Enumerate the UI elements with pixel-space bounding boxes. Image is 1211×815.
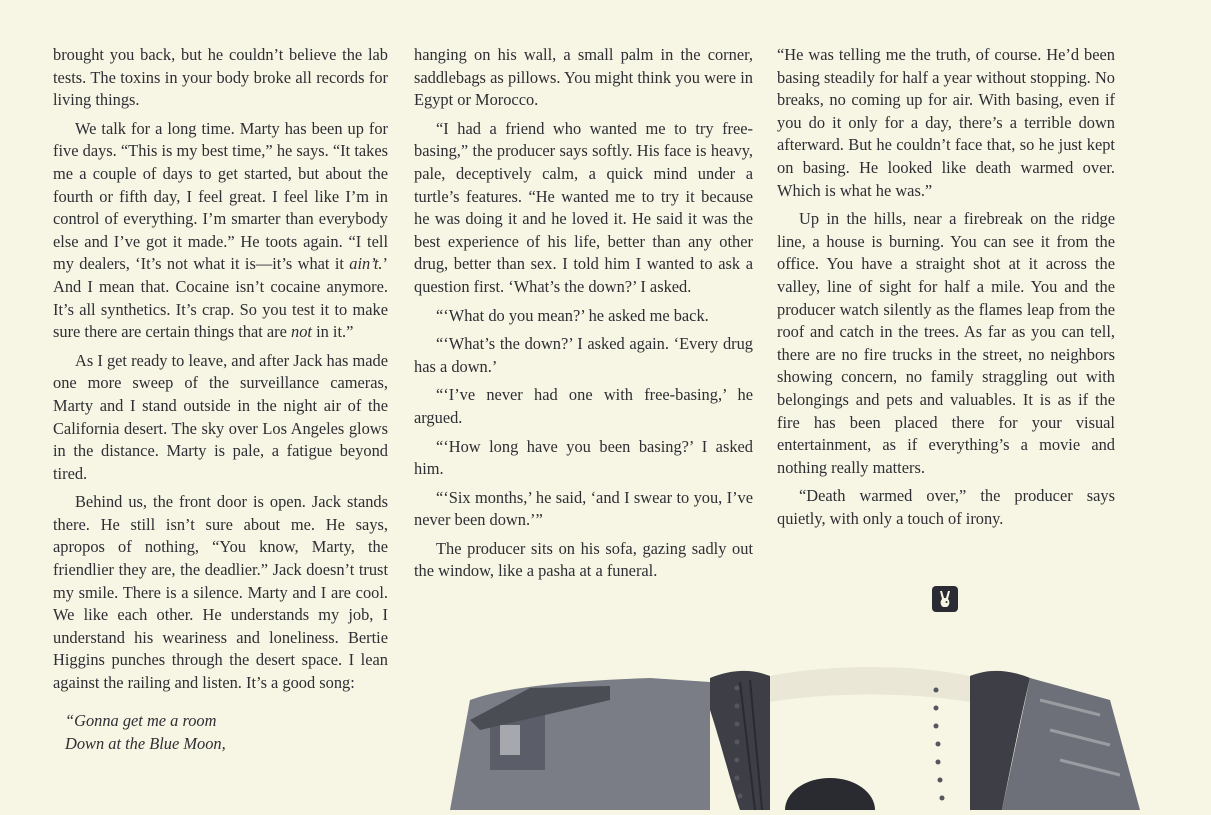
emphasis: not (291, 322, 312, 342)
article-column-1 (53, 44, 388, 755)
song-lyrics (65, 709, 388, 755)
article-illustration (410, 660, 1211, 810)
paragraph: “‘What’s the down?’ I asked again. ‘Every drug has a down.’ (414, 334, 753, 376)
text-run: We talk for a long time. Marty has been up for five days. “This is my best time,” he says. “It takes me a couple of days to get started, but about the fourth or fifth day, I feel great. I feel like I’m in control of everything. I’m smarter than everybody else and I’ve got it made.” He toots again. “I tell my dealers, ‘It’s not what it is—it’s what it (53, 118, 388, 274)
paragraph: “Death warmed over,” the producer says quietly, with only a touch of irony. (777, 486, 1115, 528)
paragraph: “He was telling me the truth, of course. He’d been basing steadily for half a year without stopping. No breaks, no coming up for air. With basing, even if you do it only for a day, there’s a terrible down afterward. But he couldn’t face that, so he just kept on basing. He looked like death warmed over. Which is what he was.” (777, 45, 1115, 200)
article-column-3 (777, 44, 1115, 536)
text-run: in it.” (311, 322, 354, 342)
text-run: ’ And I mean that. Cocaine isn’t cocaine anymore. It’s all synthetics. It’s crap. So you test it to make sure there are certain things that are (53, 254, 388, 342)
rabbit-head-icon (932, 586, 958, 612)
paragraph: “‘I’ve never had one with free-basing,’ he argued. (414, 385, 753, 427)
emphasis: ain’t. (349, 254, 383, 274)
paragraph: As I get ready to leave, and after Jack has made one more sweep of the surveillance cameras, Marty and I stand outside in the night air of the California desert. The sky over Los Angeles glows in the distance. Marty is pale, a fatigue beyond tired. (53, 350, 388, 483)
paragraph: Up in the hills, near a firebreak on the ridge line, a house is burning. You can see it from the office. You have a straight shot at it across the valley, line of sight for half a mile. You and the producer watch silently as the flames leap from the roof and catch in the trees. As far as you can tell, there are no fire trucks in the street, no neighbors showing concern, no family straggling out with belongings and pets and valuables. It is as if the fire has been placed there for your visual entertainment, as if everything’s a movie and nothing really matters. (777, 209, 1115, 477)
lyric-line: Down at the Blue Moon, (65, 733, 226, 753)
paragraph: “‘How long have you been basing?’ I asked him. (414, 436, 753, 479)
paragraph: Behind us, the front door is open. Jack stands there. He still isn’t sure about me. He says, apropos of nothing, “You know, Marty, the friendlier they are, the deadlier.” Jack doesn’t trust my smile. There is a silence. Marty and I are cool. We like each other. He understands my job, I understand his weariness and loneliness. Bertie Higgins punches through the desert space. I lean against the railing and listen. It’s a good song: (53, 492, 388, 693)
paragraph: hanging on his wall, a small palm in the corner, saddlebags as pillows. You might think you were in Egypt or Morocco. (414, 45, 753, 110)
article-column-2 (414, 44, 753, 589)
paragraph: “I had a friend who wanted me to try free-basing,” the producer says softly. His face is heavy, pale, deceptively calm, a quick mind under a turtle’s features. “He wanted me to try it because he was doing it and he loved it. He said it was the best experience of his life, better than any other drug, better than sex. I told him I wanted to ask a question first. ‘What’s the down?’ I asked. (414, 118, 753, 296)
paragraph: brought you back, but he couldn’t believe the lab tests. The toxins in your body broke all records for living things. (53, 45, 388, 110)
paragraph (53, 118, 388, 344)
paragraph: The producer sits on his sofa, gazing sadly out the window, like a pasha at a funeral. (414, 538, 753, 581)
paragraph: “‘What do you mean?’ he asked me back. (436, 305, 709, 325)
paragraph: “‘Six months,’ he said, ‘and I swear to you, I’ve never been down.’” (414, 487, 753, 530)
lyric-line: “Gonna get me a room (65, 710, 217, 730)
